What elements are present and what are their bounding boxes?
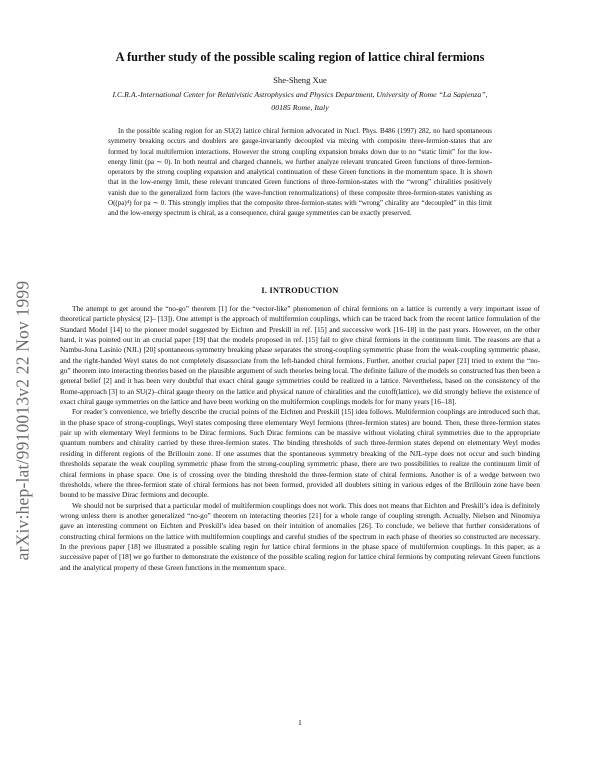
affiliation-line-1: I.C.R.A.-International Center for Relativistic Astrophysics and Physics Department, University of Rome “La Sapienza”, <box>112 90 488 99</box>
paragraph: We should not be surprised that a particular model of multifermion couplings does not work. This does not means that Eichten and Preskill’s idea is definitely wrong unless there is another generalized “no-go” theorem on interacting theories [21] for a whole range of coupling strength. Actually, Nielsen and Ninomiya gave an interesting comment on Eichten and Preskill’s idea based on their intuition of anomalies [26]. To conclude, we believe that further considerations of constructing chiral fermions on the lattice with multifermion couplings and careful studies of the spectrum in each phase of theories so constructed are necessary. In the previous paper [18] we illustrated a possible scaling regin for lattice chiral fermions in the phase space of multifermion couplings. In this paper, as a successive paper of [18] we go further to demonstrate the existence of the possible scaling region for lattice chiral fermions by computing relevant Green functions and the analytical property of these Green functions in the momentum space. <box>60 500 540 572</box>
affiliation-line-2: 00185 Rome, Italy <box>271 103 329 112</box>
paragraph: For reader’s convenience, we briefly describe the crucial points of the Eichten and Preskill [15] idea follows. Multifermion couplings are introduced such that, in the phase space of strong-couplings, Weyl states composing three elementary Weyl fermions (three-fermion states) are bound. Then, these three-fermion states pair up with elementary Weyl fermions to be Dirac fermions. Such Dirac fermions can be massive without violating chiral symmetries due to the appropriate quantum numbers and chirality carried by these three-fermion states. The binding thresholds of such three-fermion states depend on elementary Weyl modes residing in different regions of the Brillouin zone. If one assumes that the spontaneous symmetry breaking of the NJL-type does not occur and such binding thresholds separate the weak coupling symmetric phase from the strong-coupling symmetric phase, there are two possibilities to realize the continuum limit of chiral fermions in phase space. One is of crossing over the binding threshold the three-fermion state of chiral fermions. Another is of a wedge between two thresholds, where the three-fermion state of chiral fermions has not been formed, provided all doublers sitting in various edges of the Brillouin zone have been bound to be massive Dirac fermions and decouple. <box>60 407 540 500</box>
paragraph: The attempt to get around the “no-go” theorem [1] for the “vector-like” phenomenon of chiral fermions on a lattice is currently a very important issue of theoretical particle physics( [2]– [13]). One attempt is the approach of multifermion couplings, which can be traced back from the recent lattice formulation of the Standard Model [14] to the pioneer model suggested by Eichten and Preskill in ref. [15] and successive work [16–18] in the past years. However, on the other hand, it was pointed out in an crucial paper [19] that the models proposed in ref. [15] fail to give chiral fermions in the continuum limit. The reasons are that a Nambu-Jona Lasinio (NJL) [20] spontaneous symmetry breaking phase separates the strong-coupling symmetric phase from the weak-coupling symmetric phase, and the right-handed Weyl states do not completely disassociate from the left-handed chiral fermions. Further, another crucial paper [21] tried to extent the “no-go” theorem into interacting theories based on the plausible argument of such theories being local. The definite failure of the models so constructed has then been a general belief [2] and it has been very doubtful that exact chiral gauge symmetries could be realized in a lattice. Nevertheless, based on the consistency of the Rome-approach [3] to an SU(2)–chiral gauge theory on the lattice and physical nature of chiralities and the cutoff(lattice), we did strongly believe the existence of exact chiral gauge symmetries on the lattice and have been working on the multifermion couplings models for for many years [16–18]. <box>60 304 540 407</box>
section-heading: I. INTRODUCTION <box>261 286 339 295</box>
paper-title: A further study of the possible scaling region of lattice chiral fermions <box>115 50 485 64</box>
abstract: In the possible scaling region for an SU(2) lattice chiral fermion advocated in Nucl. Phys. B486 (1997) 282, no hard spontaneous symmetry breaking occurs and doublers are gauge-invariantly decoupled via mixing with composite three-fermion-states that are formed by local multifermion interactions. However the strong coupling expansion breaks down due to no “static limit” for the low-energy limit (pa ∼ 0). In both neutral and charged channels, we further analyze relevant truncated Green functions of three-fermion-operators by the strong coupling expansion and analytical continuation of these Green functions in the momentum space. It is shown that in the low-energy limit, these relevant truncated Green functions of three-fermion-states with the “wrong” chiralities positively vanish due to the generalized form factors (the wave-function renormalizations) of these composite three-fermion-states vanishing as O((pa)⁴) for pa ∼ 0. This strongly implies that the composite three-fermion-states with “wrong” chirality are “decoupled” in this limit and the low-energy spectrum is chiral, as a consequence, chiral gauge symmetries can be exactly preserved. <box>108 127 492 218</box>
page-number: 1 <box>298 718 302 727</box>
author-name: She-Sheng Xue <box>273 75 327 85</box>
author-affiliation <box>60 88 540 114</box>
body-text <box>60 304 540 573</box>
arxiv-identifier: arXiv:hep-lat/9910013v2 22 Nov 1999 <box>12 280 33 560</box>
arxiv-margin-stamp <box>6 255 40 585</box>
